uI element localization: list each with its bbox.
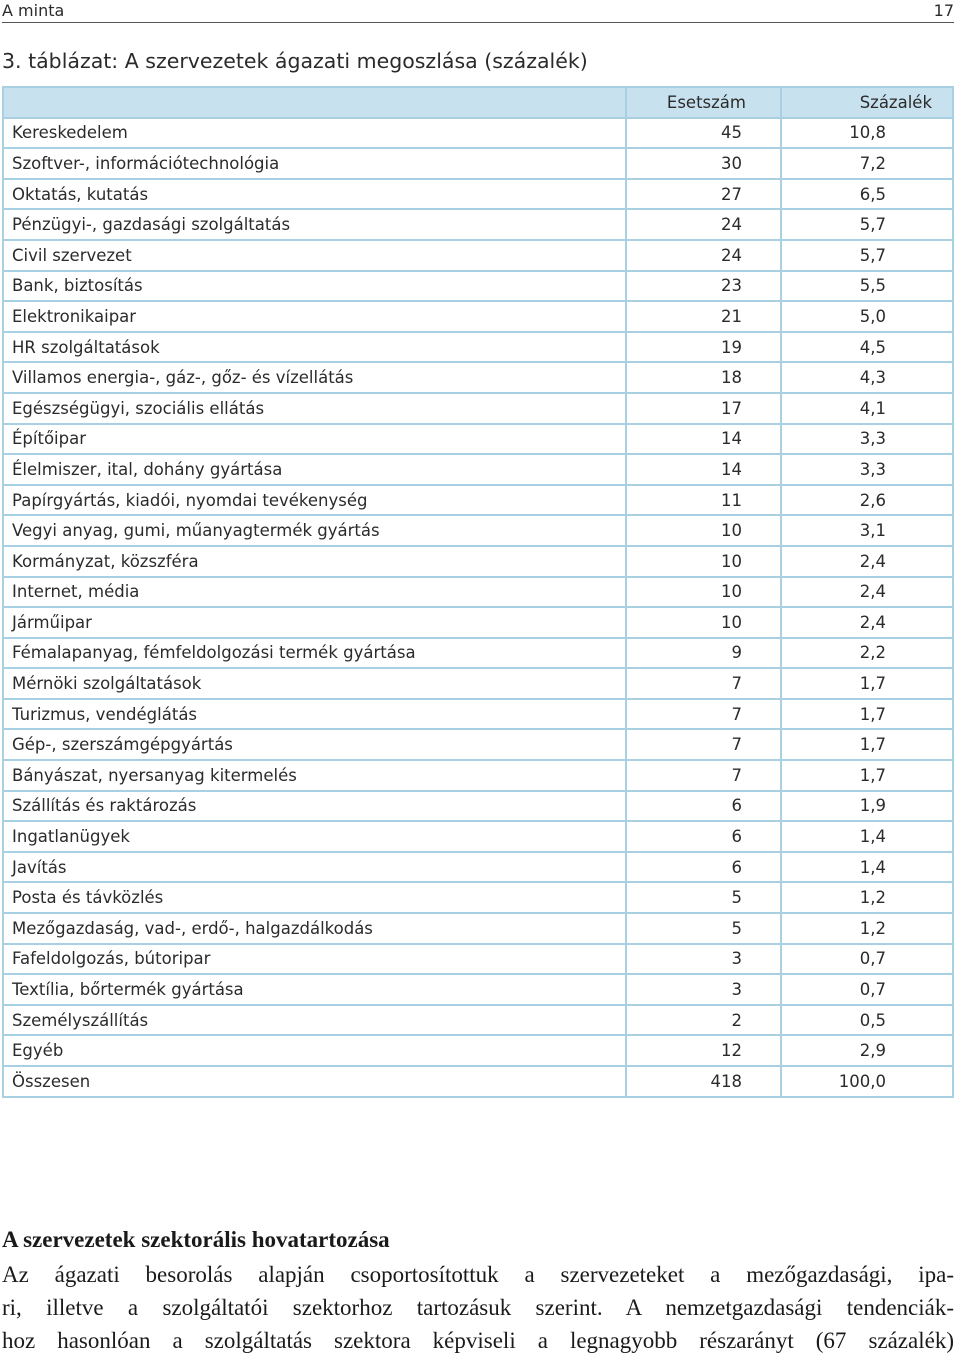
row-count: 2	[626, 1005, 781, 1036]
row-label: Bányászat, nyersanyag kitermelés	[3, 760, 626, 791]
row-percent: 5,7	[781, 240, 953, 271]
table-row	[3, 1035, 953, 1066]
row-count: 5	[626, 913, 781, 944]
row-percent: 0,5	[781, 1005, 953, 1036]
page-number: 17	[933, 1, 954, 20]
row-label: Gép-, szerszámgépgyártás	[3, 729, 626, 760]
row-label: Kereskedelem	[3, 118, 626, 149]
header-percent-cell: Százalék	[781, 87, 953, 118]
row-percent: 1,9	[781, 791, 953, 822]
row-count: 24	[626, 209, 781, 240]
row-percent: 3,1	[781, 515, 953, 546]
row-percent: 3,3	[781, 454, 953, 485]
row-label: Pénzügyi-, gazdasági szolgáltatás	[3, 209, 626, 240]
table-row	[3, 577, 953, 608]
table-row	[3, 393, 953, 424]
row-percent: 2,9	[781, 1035, 953, 1066]
row-label: Egyéb	[3, 1035, 626, 1066]
sector-distribution-table	[2, 86, 954, 1098]
row-count: 7	[626, 760, 781, 791]
paragraph-line: ri, illetve a szolgáltatói szektorhoz tartozásuk szerint. A nemzetgazdasági tendenciák-	[2, 1295, 954, 1320]
table-body	[3, 118, 953, 1097]
row-count: 3	[626, 944, 781, 975]
table-row	[3, 882, 953, 913]
row-percent: 1,2	[781, 913, 953, 944]
table-row	[3, 271, 953, 302]
row-percent: 5,7	[781, 209, 953, 240]
row-label: Személyszállítás	[3, 1005, 626, 1036]
row-count: 3	[626, 974, 781, 1005]
row-count: 7	[626, 668, 781, 699]
table-row	[3, 301, 953, 332]
table-row	[3, 1005, 953, 1036]
table-row	[3, 913, 953, 944]
row-count: 10	[626, 515, 781, 546]
running-head	[2, 0, 954, 23]
table-row	[3, 179, 953, 210]
row-percent: 6,5	[781, 179, 953, 210]
row-label: Papírgyártás, kiadói, nyomdai tevékenység	[3, 485, 626, 516]
paragraph-line: Az ágazati besorolás alapján csoportosítottuk a szervezeteket a mezőgazdasági, ipa-	[2, 1262, 954, 1287]
row-percent: 1,7	[781, 699, 953, 730]
row-label: Oktatás, kutatás	[3, 179, 626, 210]
row-label: Járműipar	[3, 607, 626, 638]
row-count: 14	[626, 424, 781, 455]
row-percent: 10,8	[781, 118, 953, 149]
table-row	[3, 546, 953, 577]
table-row	[3, 209, 953, 240]
row-count: 7	[626, 699, 781, 730]
table-row	[3, 454, 953, 485]
row-label: Textília, bőrtermék gyártása	[3, 974, 626, 1005]
table-row	[3, 607, 953, 638]
table-row	[3, 362, 953, 393]
row-label: Internet, média	[3, 577, 626, 608]
row-percent: 5,5	[781, 271, 953, 302]
row-count: 27	[626, 179, 781, 210]
row-percent: 1,4	[781, 852, 953, 883]
row-percent: 5,0	[781, 301, 953, 332]
row-percent: 2,4	[781, 577, 953, 608]
row-count: 18	[626, 362, 781, 393]
row-count: 9	[626, 638, 781, 669]
row-count: 11	[626, 485, 781, 516]
row-count: 17	[626, 393, 781, 424]
row-label: Szállítás és raktározás	[3, 791, 626, 822]
row-label: Ingatlanügyek	[3, 821, 626, 852]
row-label: Élelmiszer, ital, dohány gyártása	[3, 454, 626, 485]
row-label: Fémalapanyag, fémfeldolgozási termék gyártása	[3, 638, 626, 669]
row-percent: 4,1	[781, 393, 953, 424]
row-count: 45	[626, 118, 781, 149]
body-paragraph	[2, 1258, 954, 1357]
row-percent: 4,3	[781, 362, 953, 393]
row-percent: 4,5	[781, 332, 953, 363]
table-row	[3, 485, 953, 516]
table-row	[3, 332, 953, 363]
table-row	[3, 852, 953, 883]
row-label: Civil szervezet	[3, 240, 626, 271]
table-caption: 3. táblázat: A szervezetek ágazati megoszlása (százalék)	[2, 49, 588, 73]
row-count: 10	[626, 577, 781, 608]
row-percent: 0,7	[781, 974, 953, 1005]
row-percent: 7,2	[781, 148, 953, 179]
row-percent: 0,7	[781, 944, 953, 975]
header-label-cell	[3, 87, 626, 118]
table-row	[3, 821, 953, 852]
row-label: Javítás	[3, 852, 626, 883]
row-count: 5	[626, 882, 781, 913]
table-row	[3, 944, 953, 975]
table-row	[3, 760, 953, 791]
row-label: Kormányzat, közszféra	[3, 546, 626, 577]
row-label: Turizmus, vendéglátás	[3, 699, 626, 730]
row-percent: 2,6	[781, 485, 953, 516]
table-header-row	[3, 87, 953, 118]
total-row	[3, 1066, 953, 1097]
section-heading: A szervezetek szektorális hovatartozása	[2, 1227, 390, 1252]
row-count: 19	[626, 332, 781, 363]
table-row	[3, 699, 953, 730]
total-label: Összesen	[3, 1066, 626, 1097]
row-percent: 1,7	[781, 760, 953, 791]
row-count: 10	[626, 546, 781, 577]
row-label: Szoftver-, információtechnológia	[3, 148, 626, 179]
row-label: Posta és távközlés	[3, 882, 626, 913]
row-count: 10	[626, 607, 781, 638]
table-row	[3, 424, 953, 455]
row-label: Villamos energia-, gáz-, gőz- és vízellátás	[3, 362, 626, 393]
paragraph-line: hoz hasonlóan a szolgáltatás szektora képviseli a legnagyobb részarányt (67 százalék)	[2, 1328, 954, 1353]
row-percent: 1,2	[781, 882, 953, 913]
table-row	[3, 515, 953, 546]
row-percent: 2,4	[781, 607, 953, 638]
row-label: Egészségügyi, szociális ellátás	[3, 393, 626, 424]
row-label: Elektronikaipar	[3, 301, 626, 332]
table-row	[3, 791, 953, 822]
row-count: 24	[626, 240, 781, 271]
table-row	[3, 118, 953, 149]
row-count: 6	[626, 791, 781, 822]
table-row	[3, 148, 953, 179]
row-count: 6	[626, 852, 781, 883]
row-label: HR szolgáltatások	[3, 332, 626, 363]
row-count: 30	[626, 148, 781, 179]
header-count-cell: Esetszám	[626, 87, 781, 118]
row-label: Bank, biztosítás	[3, 271, 626, 302]
row-percent: 1,4	[781, 821, 953, 852]
row-count: 7	[626, 729, 781, 760]
table-row	[3, 240, 953, 271]
row-label: Vegyi anyag, gumi, műanyagtermék gyártás	[3, 515, 626, 546]
running-head-section: A minta	[2, 1, 65, 20]
row-percent: 1,7	[781, 729, 953, 760]
row-percent: 1,7	[781, 668, 953, 699]
row-label: Mérnöki szolgáltatások	[3, 668, 626, 699]
total-count: 418	[626, 1066, 781, 1097]
row-count: 6	[626, 821, 781, 852]
row-percent: 2,2	[781, 638, 953, 669]
row-label: Mezőgazdaság, vad-, erdő-, halgazdálkodás	[3, 913, 626, 944]
row-count: 14	[626, 454, 781, 485]
table-row	[3, 638, 953, 669]
total-percent: 100,0	[781, 1066, 953, 1097]
row-percent: 3,3	[781, 424, 953, 455]
row-count: 21	[626, 301, 781, 332]
row-percent: 2,4	[781, 546, 953, 577]
row-label: Fafeldolgozás, bútoripar	[3, 944, 626, 975]
table-row	[3, 974, 953, 1005]
row-count: 12	[626, 1035, 781, 1066]
row-count: 23	[626, 271, 781, 302]
row-label: Építőipar	[3, 424, 626, 455]
table-row	[3, 729, 953, 760]
table-row	[3, 668, 953, 699]
